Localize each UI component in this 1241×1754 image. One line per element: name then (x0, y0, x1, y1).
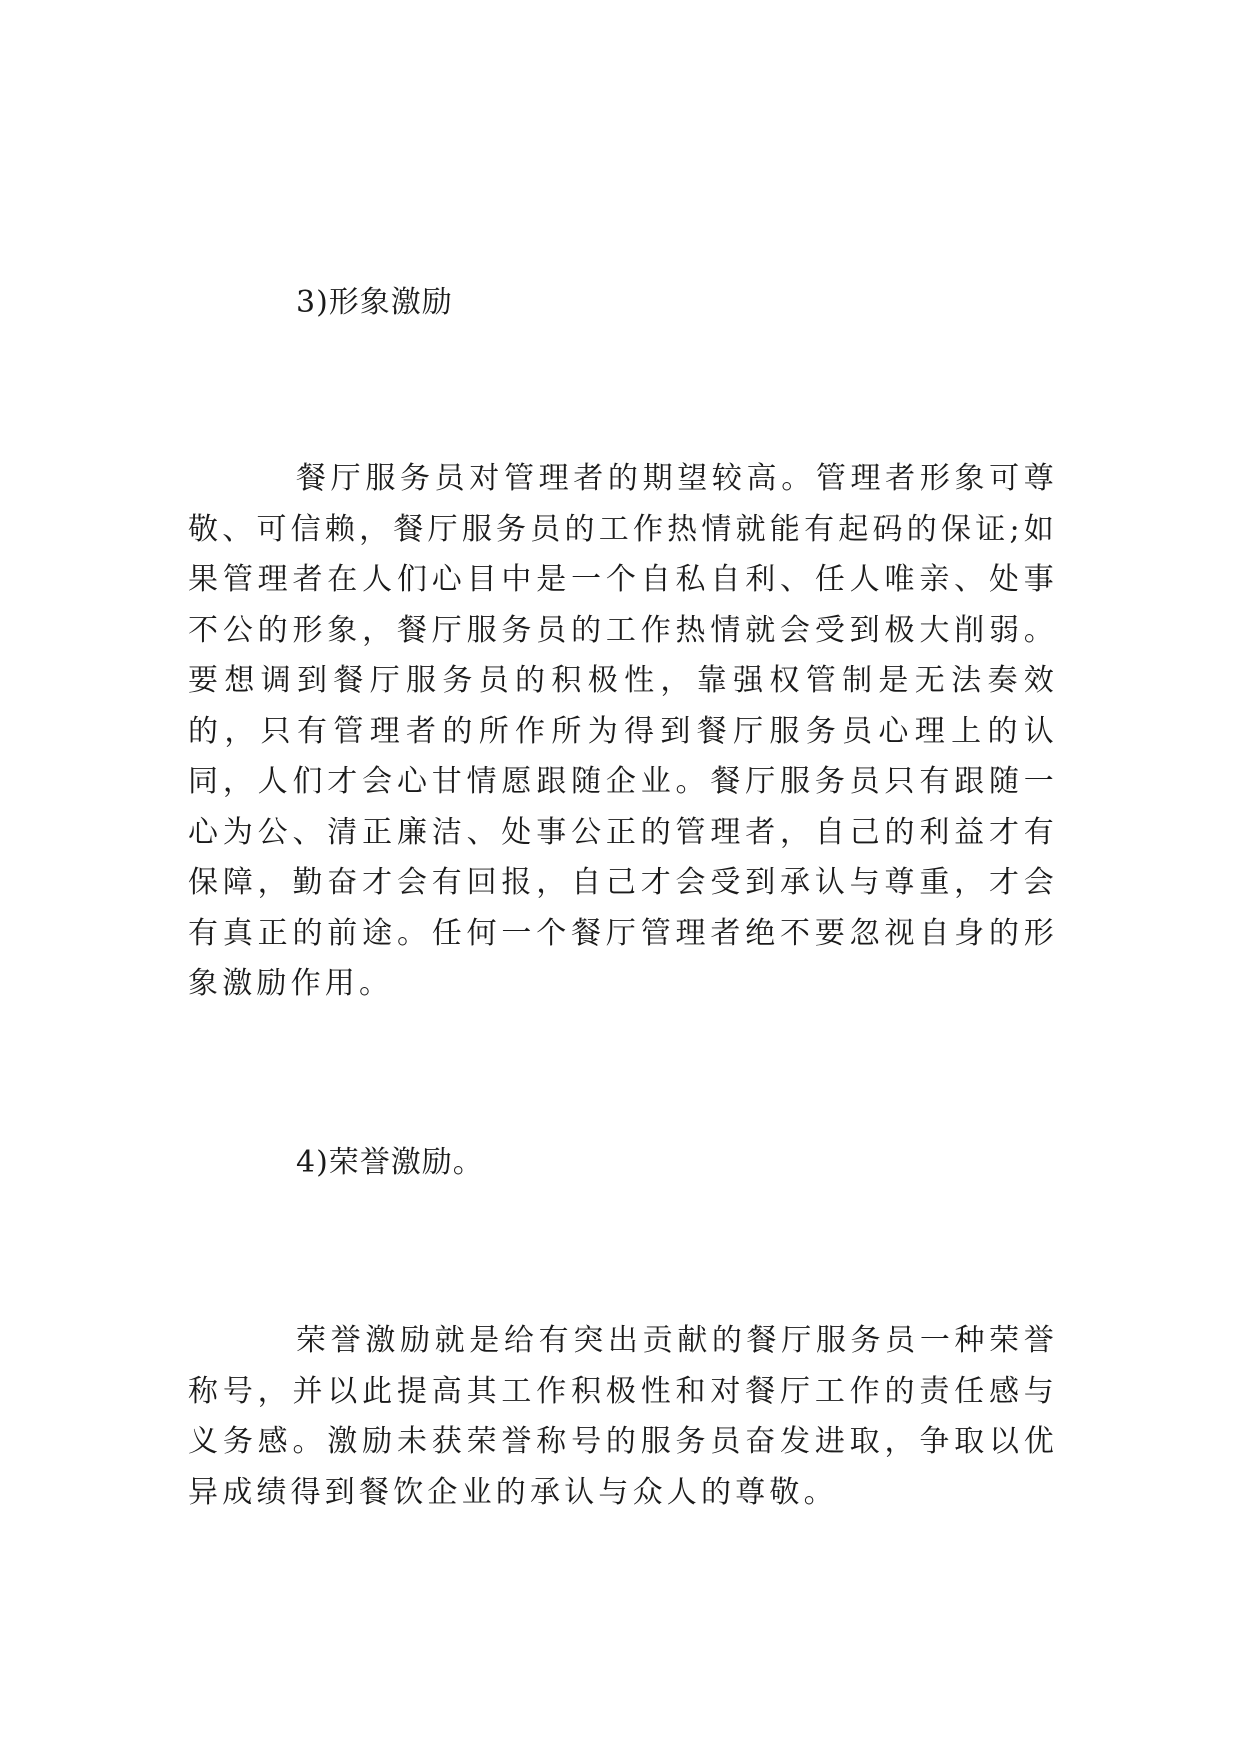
section-heading-honor-incentive: 4)荣誉激励。 (296, 1145, 484, 1180)
section-paragraph-honor-incentive: 荣誉激励就是给有突出贡献的餐厅服务员一种荣誉称号，并以此提高其工作积极性和对餐厅工作的责任感与义务感。激励未获荣誉称号的服务员奋发进取，争取以优异成绩得到餐饮企业的承认与众人的尊敬。 (188, 1323, 1058, 1510)
section-heading-image-incentive: 3)形象激励 (296, 285, 453, 320)
section-paragraph-image-incentive: 餐厅服务员对管理者的期望较高。管理者形象可尊敬、可信赖，餐厅服务员的工作热情就能有起码的保证;如果管理者在人们心目中是一个自私自利、任人唯亲、处事不公的形象，餐厅服务员的工作热情就会受到极大削弱。要想调到餐厅服务员的积极性，靠强权管制是无法奏效的，只有管理者的所作所为得到餐厅服务员心理上的认同，人们才会心甘情愿跟随企业。餐厅服务员只有跟随一心为公、清正廉洁、处事公正的管理者，自己的利益才有保障，勤奋才会有回报，自己才会受到承认与尊重，才会有真正的前途。任何一个餐厅管理者绝不要忽视自身的形象激励作用。 (188, 461, 1058, 1001)
